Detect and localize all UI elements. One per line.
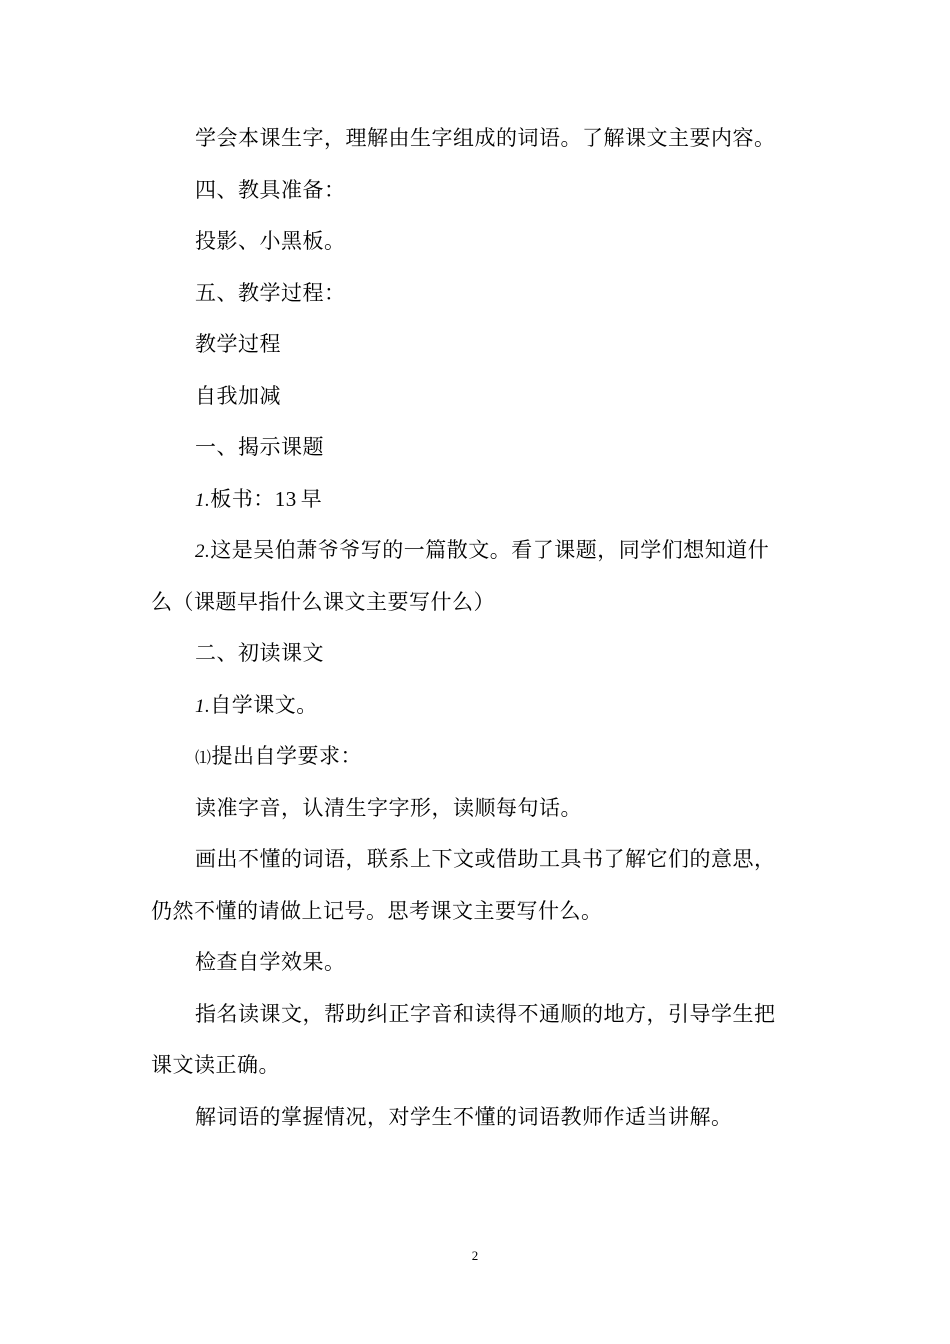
section-heading: 五、教学过程： xyxy=(195,281,346,305)
list-number: 1. xyxy=(195,696,211,717)
lesson-number: 13 xyxy=(274,487,297,511)
paragraph-line: 学会本课生字，理解由生字组成的词语。了解课文主要内容。 xyxy=(195,126,776,150)
section-heading: 四、教具准备： xyxy=(195,178,346,202)
paragraph-line: 仍然不懂的请做上记号。思考课文主要写什么。 xyxy=(151,899,603,923)
paragraph-line: 解词语的掌握情况，对学生不懂的词语教师作适当讲解。 xyxy=(195,1105,733,1129)
list-item xyxy=(195,537,855,565)
paragraph-line: 投影、小黑板。 xyxy=(195,229,346,253)
list-number: 1. xyxy=(195,490,211,511)
list-text: 提出自学要求： xyxy=(211,744,363,768)
list-text: 板书： xyxy=(210,487,275,511)
page-number: 2 xyxy=(471,1248,479,1263)
paragraph-line: 画出不懂的词语，联系上下文或借助工具书了解它们的意思， xyxy=(195,847,776,871)
list-item xyxy=(195,486,855,514)
paragraph-line: 检查自学效果。 xyxy=(195,950,346,974)
paragraph-line: 自我加减 xyxy=(195,384,281,408)
list-number: ⑴ xyxy=(195,750,212,767)
paragraph-line: 么（课题早指什么课文主要写什么） xyxy=(151,590,495,614)
paragraph-line: 课文读正确。 xyxy=(151,1053,280,1077)
list-number: 2. xyxy=(195,541,211,562)
section-heading: 一、揭示课题 xyxy=(195,435,324,459)
list-text: 自学课文。 xyxy=(210,693,318,717)
section-heading: 二、初读课文 xyxy=(195,641,324,665)
paragraph-line: 指名读课文，帮助纠正字音和读得不通顺的地方，引导学生把 xyxy=(195,1002,776,1026)
list-item xyxy=(195,743,855,772)
paragraph-line: 读准字音，认清生字字形，读顺每句话。 xyxy=(195,796,582,820)
paragraph-line: 教学过程 xyxy=(195,332,281,356)
list-text: 这是吴伯萧爷爷写的一篇散文。看了课题，同学们想知道什 xyxy=(210,538,770,562)
lesson-title: 早 xyxy=(300,487,323,511)
list-item xyxy=(195,692,855,720)
